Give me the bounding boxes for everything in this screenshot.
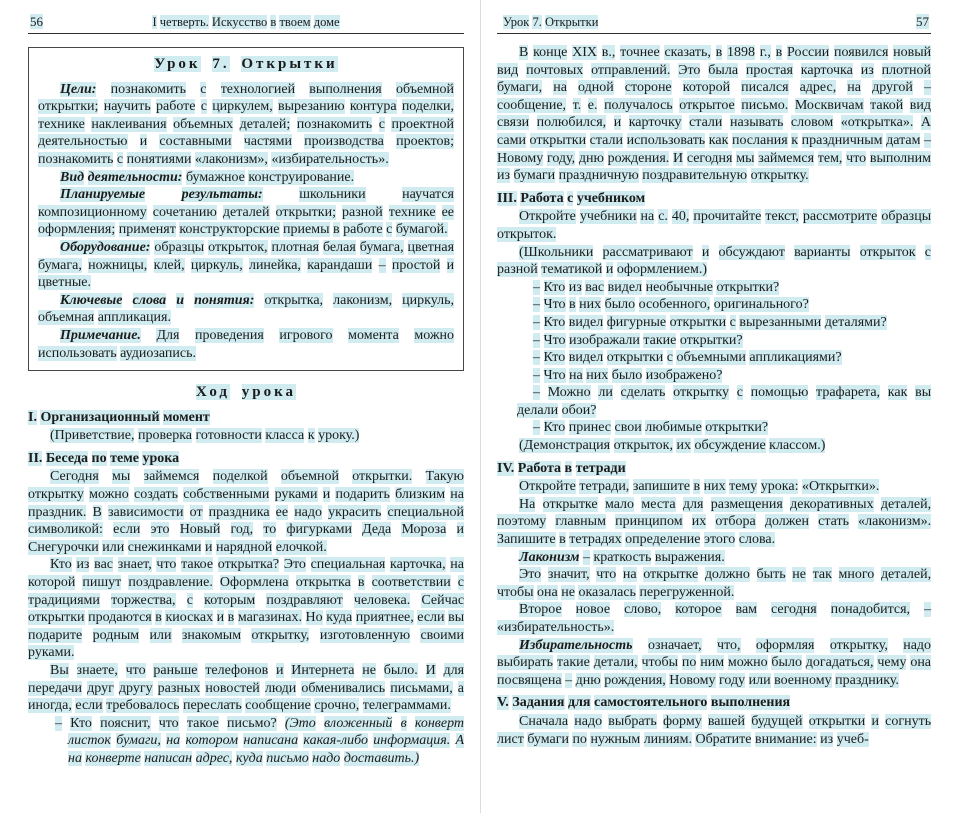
textbook-paragraph-3: (Демонстрация открыток, их обсуждение классом.): [519, 438, 826, 454]
selectivity-term: Избирательность: [519, 637, 633, 653]
intro-results: [38, 186, 454, 239]
intro-goals-label: Цели:: [60, 81, 97, 97]
intro-equipment-text: образцы открыток, плотная белая бумага, цветная бумага, ножницы, клей, циркуль, линейка, карандаши – простой и цветные.: [38, 239, 455, 291]
textbook-paragraph-2: (Школьники рассматривают и обсуждают варианты открыток с разной тематикой и оформлением.): [497, 244, 931, 278]
section-2-paragraph-2: Кто из вас знает, что такое открытка? Это специальная карточка, на которой пишут поздравление. Оформлена открытка в соответствии с традициями торжества, с которым поздравляют человека. Сейчас открытки продаются в киосках и в магазинах. Но куда приятнее, если вы подарите родным или знакомым открытку, изготовленную своими руками.: [28, 557, 465, 661]
history-paragraph: В конце XIX в., точнее сказать, в 1898 г., в России появился новый вид почтовых отправлений. Это была простая карточка из плотной бумаги, на одной стороне которой писался адрес, на другой – сообщение, т. е. получалось открытое письмо. Москвичам такой вид связи полюбился, и карточку стали называть словом «открытка». А сами открытки стали использовать как послания к праздничным датам – Новому году, дню рождения. И сегодня мы займемся тем, что выполним из бумаги праздничную поздравительную открытку.: [497, 45, 932, 184]
section-heading-2: II. Беседа по теме урока: [28, 450, 180, 466]
textbook-paragraph-1: Откройте учебники на с. 40, прочитайте текст, рассмотрите образцы открыток.: [497, 209, 932, 242]
definition-term: Лаконизм: [519, 549, 580, 565]
answer-text: (Это вложенный в конверт листок бумаги, на котором написана какая-либо информация. А на конверте написан адрес, куда письмо надо доставить.): [68, 715, 465, 766]
intro-results-label: Планируемые результаты:: [60, 187, 263, 203]
intro-equipment-label: Оборудование:: [60, 239, 151, 255]
section-heading-5: V. Задания для самостоятельного выполнения: [497, 695, 791, 711]
section-heading-1: I. Организационный момент: [28, 409, 210, 425]
intro-keywords: [38, 292, 454, 327]
question-item: – Кто видел фигурные открытки с вырезанными деталями?: [533, 314, 887, 330]
question-item: – Можно ли сделать открытку с помощью трафарета, как вы делали обои?: [517, 385, 932, 418]
question-item: – Что изображали такие открытки?: [533, 332, 743, 348]
question-item: – Кто видел открытки с объемными аппликациями?: [533, 350, 842, 366]
question-item: – Что на них было изображено?: [533, 367, 723, 383]
intro-equipment: [38, 239, 454, 292]
section-heading-4: IV. Работа в тетради: [497, 460, 626, 476]
section-2-paragraph-3: Вы знаете, что раньше телефонов и Интернета не было. И для передачи друг другу разных новостей люди обменивались письмами, а иногда, если требовалось переслать сообщение срочно, телеграммами.: [28, 663, 465, 714]
selectivity-paragraph: [497, 637, 931, 690]
left-running-title: I четверть. Искусство в твоем доме: [152, 15, 340, 29]
page-left: [28, 14, 464, 768]
intro-activity-text: бумажное конструирование.: [185, 169, 355, 185]
left-page-number: 56: [30, 14, 43, 29]
tasks-paragraph-1: Сначала надо выбрать форму вашей будущей открытки и согнуть лист бумаги по нужным линиям. Обратите внимание: из учеб-: [497, 713, 932, 747]
lesson-intro-box: [28, 47, 464, 371]
page-gutter-divider: [480, 0, 481, 813]
right-running-title: Урок 7. Открытки: [503, 15, 599, 29]
question-item: – Кто из вас видел необычные открытки?: [533, 279, 780, 295]
right-page-header: [497, 14, 931, 34]
question-item: – Кто принес свои любимые открытки?: [533, 420, 769, 436]
left-page-header: [28, 14, 464, 34]
intro-note-text: Для проведения игрового момента можно использовать аудиозапись.: [38, 327, 455, 361]
intro-goals: [38, 81, 454, 169]
intro-note: [38, 327, 454, 362]
notebook-paragraph-2: На открытке мало места для размещения декоративных деталей, поэтому главным принципом их отбора должен стать «лаконизм». Запишите в тетрадях определение этого слова.: [497, 496, 932, 548]
intro-goals-text: познакомить с технологией выполнения объемной открытки; научить работе с циркулем, вырезанию контура поделки, технике наклеивания объемных деталей; познакомить с проектной деятельностью и составными частями производства проектов; познакомить с понятиями «лаконизм», «избирательность».: [38, 81, 455, 167]
question-item: – Что в них было особенного, оригинального?: [533, 297, 809, 313]
intro-results-text: школьники научатся композиционному сочетанию деталей открытки; разной технике ее оформления; применят конструкторские приемы в работе с бумагой.: [38, 187, 455, 238]
intro-keywords-text: открытка, лаконизм, циркуль, объемная аппликация.: [38, 292, 455, 326]
question-with-answer: [28, 715, 464, 768]
page-right: [497, 14, 931, 748]
intro-keywords-label: Ключевые слова и понятия:: [60, 292, 255, 308]
selectivity-text: означает, что, оформляя открытку, надо выбирать такие детали, чтобы по ним можно было догадаться, чему она посвящена – дню рождения, Новому году или военному празднику.: [497, 637, 932, 688]
section-1-paragraph: (Приветствие, проверка готовности класса к уроку.): [50, 428, 360, 444]
right-page-number: 57: [916, 14, 929, 29]
definition-text: – краткость выражения.: [582, 549, 725, 565]
question-list: [497, 279, 931, 437]
definition-line: [497, 549, 931, 567]
lesson-title: Урок 7. Открытки: [154, 56, 338, 72]
notebook-paragraph-1: Откройте тетради, запишите в них тему урока: «Открытки».: [519, 479, 880, 495]
intro-activity-label: Вид деятельности:: [60, 169, 183, 185]
intro-note-label: Примечание.: [60, 327, 141, 343]
notebook-paragraph-3: Это значит, что на открытке должно быть не так много деталей, чтобы она не оказалась перегруженной.: [497, 567, 932, 600]
intro-activity: [38, 169, 454, 187]
section-heading-3: III. Работа с учебником: [497, 190, 646, 206]
notebook-paragraph-4: Второе новое слово, которое вам сегодня понадобится, – «избирательность».: [497, 602, 932, 635]
course-heading: Ход урока: [195, 384, 297, 401]
section-2-paragraph-1: Сегодня мы займемся поделкой объемной открытки. Такую открытку можно создать собственными руками и подарить близким на праздник. В зависимости от праздника ее надо украсить специальной символикой: если это Новый год, то фигурками Деда Мороза и Снегурочки или снежинками и нарядной елочкой.: [28, 469, 465, 555]
question-text: – Кто пояснит, что такое письмо?: [55, 715, 277, 731]
